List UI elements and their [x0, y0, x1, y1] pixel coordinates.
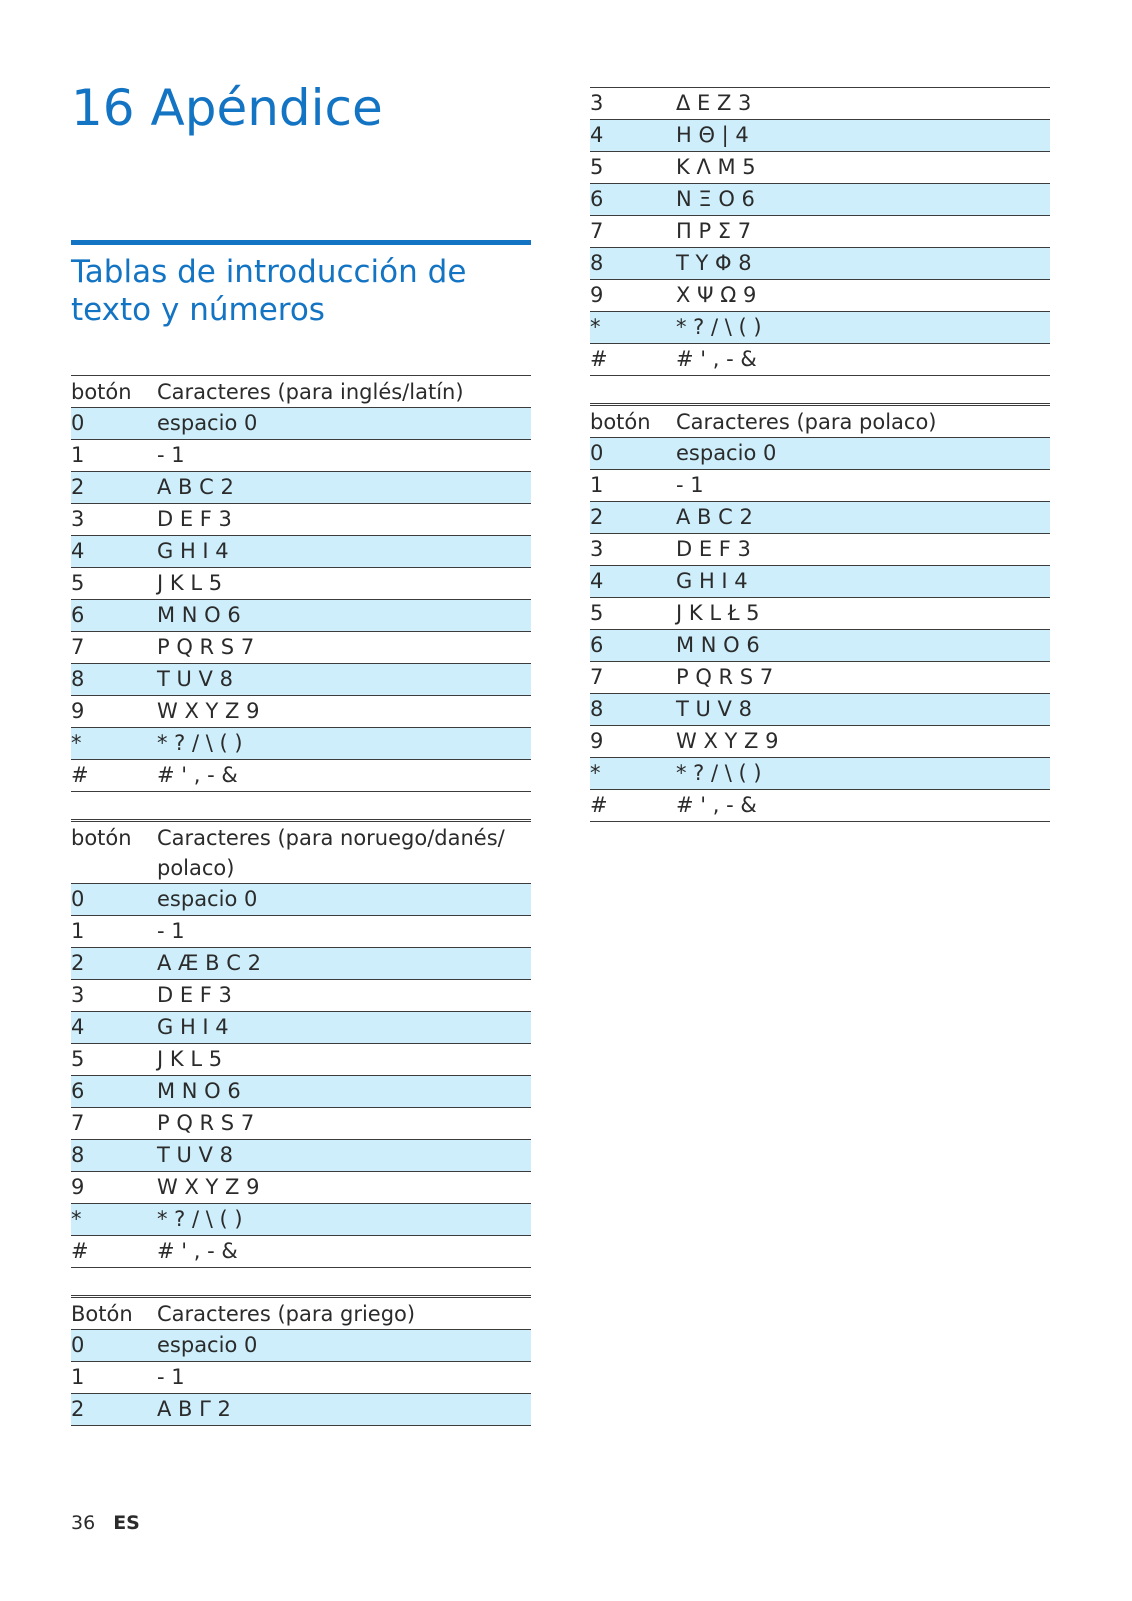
row-chars: M N O 6: [676, 633, 760, 657]
table-row: [71, 568, 531, 600]
row-key: #: [590, 793, 608, 817]
row-chars: W X Y Z 9: [676, 729, 779, 753]
table-row: [71, 728, 531, 760]
row-chars: A B Γ 2: [157, 1397, 231, 1421]
row-key: #: [71, 763, 89, 787]
table-header-row: [71, 376, 531, 408]
row-key: 0: [71, 411, 85, 435]
row-key: 2: [71, 475, 85, 499]
row-chars: # ' , - &: [157, 1239, 238, 1263]
row-key: 6: [71, 1079, 85, 1103]
table-row: [590, 248, 1050, 280]
row-key: *: [590, 315, 601, 339]
row-key: #: [71, 1239, 89, 1263]
row-key: 9: [590, 729, 604, 753]
header-key: Botón: [71, 1302, 133, 1326]
table-row: [71, 408, 531, 440]
header-val: Caracteres (para griego): [157, 1302, 416, 1326]
table-row: [71, 1204, 531, 1236]
key-table-latin: [71, 375, 531, 820]
row-key: *: [71, 731, 82, 755]
row-key: 4: [590, 123, 604, 147]
row-chars: P Q R S 7: [157, 635, 255, 659]
table-row: [71, 472, 531, 504]
header-val: Caracteres (para inglés/latín): [157, 380, 464, 404]
header-val: Caracteres (para polaco): [676, 410, 937, 434]
row-chars: N Ξ O 6: [676, 187, 755, 211]
table-row: [590, 598, 1050, 630]
row-key: 1: [71, 1365, 85, 1389]
table-row: [71, 884, 531, 916]
table-row: [71, 1394, 531, 1426]
row-chars: espacio 0: [157, 411, 258, 435]
row-chars: D E F 3: [157, 507, 232, 531]
table-row: [590, 438, 1050, 470]
row-chars: espacio 0: [157, 887, 258, 911]
key-table-greek-part2: [590, 87, 1050, 404]
row-key: 0: [590, 441, 604, 465]
row-chars: - 1: [157, 919, 185, 943]
row-key: 1: [71, 919, 85, 943]
table-row: [71, 440, 531, 472]
row-chars: J K L 5: [157, 1047, 223, 1071]
row-key: 4: [71, 539, 85, 563]
key-table-polish: [590, 405, 1050, 822]
table-row: [71, 1172, 531, 1204]
row-key: 9: [71, 699, 85, 723]
key-table-greek-part1: [71, 1297, 531, 1426]
table-row: [590, 502, 1050, 534]
table-header-row: [71, 822, 531, 884]
section-rule: [71, 240, 531, 245]
row-chars: T Y Φ 8: [676, 251, 752, 275]
row-chars: P Q R S 7: [157, 1111, 255, 1135]
table-row: [71, 664, 531, 696]
table-row: [71, 536, 531, 568]
table-row: [71, 1076, 531, 1108]
row-key: 7: [590, 665, 604, 689]
row-chars: P Q R S 7: [676, 665, 774, 689]
table-row: [590, 630, 1050, 662]
row-key: 8: [71, 667, 85, 691]
table-row: [590, 662, 1050, 694]
row-chars: * ? / \ ( ): [157, 1207, 243, 1231]
key-table-nordic: [71, 821, 531, 1296]
table-row: [590, 566, 1050, 598]
row-key: 5: [590, 601, 604, 625]
row-chars: D E F 3: [157, 983, 232, 1007]
row-chars: X Ψ Ω 9: [676, 283, 757, 307]
row-chars: * ? / \ ( ): [676, 315, 762, 339]
row-chars: T U V 8: [157, 667, 233, 691]
row-key: 7: [71, 635, 85, 659]
table-row: [590, 152, 1050, 184]
row-key: 0: [71, 887, 85, 911]
row-key: 7: [590, 219, 604, 243]
row-chars: - 1: [157, 443, 185, 467]
table-row: [71, 1362, 531, 1394]
header-key: botón: [71, 826, 132, 850]
row-chars: D E F 3: [676, 537, 751, 561]
row-key: 8: [71, 1143, 85, 1167]
row-chars: # ' , - &: [157, 763, 238, 787]
table-row: [590, 216, 1050, 248]
row-key: 4: [590, 569, 604, 593]
table-row: [590, 280, 1050, 312]
table-row: [590, 120, 1050, 152]
page-footer: [71, 1512, 140, 1534]
row-key: #: [590, 347, 608, 371]
row-chars: T U V 8: [676, 697, 752, 721]
row-key: 7: [71, 1111, 85, 1135]
row-key: 3: [590, 91, 604, 115]
row-chars: J K L 5: [157, 571, 223, 595]
row-chars: G H I 4: [157, 1015, 229, 1039]
row-chars: T U V 8: [157, 1143, 233, 1167]
row-key: 8: [590, 251, 604, 275]
table-row: [71, 1044, 531, 1076]
table-header-row: [71, 1298, 531, 1330]
table-row: [71, 948, 531, 980]
page-number: 36: [71, 1512, 96, 1534]
row-key: 1: [590, 473, 604, 497]
row-chars: W X Y Z 9: [157, 1175, 260, 1199]
row-key: 2: [71, 1397, 85, 1421]
table-row: [71, 1236, 531, 1268]
row-key: 9: [590, 283, 604, 307]
table-row: [71, 600, 531, 632]
row-chars: - 1: [157, 1365, 185, 1389]
table-row: [71, 916, 531, 948]
table-row: [71, 1140, 531, 1172]
row-key: 5: [71, 571, 85, 595]
table-spacer-row: [71, 1268, 531, 1296]
table-spacer-row: [71, 792, 531, 820]
row-key: 6: [590, 187, 604, 211]
table-row: [71, 632, 531, 664]
row-key: 3: [71, 507, 85, 531]
row-chars: espacio 0: [676, 441, 777, 465]
row-chars: Π P Σ 7: [676, 219, 752, 243]
row-key: 3: [71, 983, 85, 1007]
header-key: botón: [71, 380, 132, 404]
row-chars: A Æ B C 2: [157, 951, 261, 975]
row-key: 2: [590, 505, 604, 529]
row-key: 8: [590, 697, 604, 721]
table-row: [71, 1108, 531, 1140]
table-row: [590, 88, 1050, 120]
row-key: 2: [71, 951, 85, 975]
header-key: botón: [590, 410, 651, 434]
row-chars: G H I 4: [676, 569, 748, 593]
section-title: Tablas de introducción de texto y números: [71, 254, 467, 328]
row-chars: M N O 6: [157, 1079, 241, 1103]
row-key: 5: [71, 1047, 85, 1071]
row-key: *: [590, 761, 601, 785]
row-key: 6: [590, 633, 604, 657]
row-chars: A B C 2: [676, 505, 753, 529]
row-key: 5: [590, 155, 604, 179]
table-row: [590, 694, 1050, 726]
table-row: [71, 504, 531, 536]
table-row: [590, 534, 1050, 566]
row-chars: J K L Ł 5: [676, 601, 760, 625]
row-key: 4: [71, 1015, 85, 1039]
header-val: Caracteres (para noruego/danés/ polaco): [157, 826, 505, 880]
row-key: 3: [590, 537, 604, 561]
table-row: [590, 470, 1050, 502]
language-code: ES: [113, 1512, 140, 1534]
table-spacer-row: [590, 376, 1050, 404]
table-row: [71, 696, 531, 728]
row-chars: * ? / \ ( ): [676, 761, 762, 785]
row-key: *: [71, 1207, 82, 1231]
row-chars: M N O 6: [157, 603, 241, 627]
table-row: [590, 790, 1050, 822]
row-chars: G H I 4: [157, 539, 229, 563]
row-key: 9: [71, 1175, 85, 1199]
row-chars: # ' , - &: [676, 793, 757, 817]
row-chars: A B C 2: [157, 475, 234, 499]
row-key: 6: [71, 603, 85, 627]
table-row: [590, 312, 1050, 344]
table-row: [590, 726, 1050, 758]
row-chars: - 1: [676, 473, 704, 497]
row-chars: # ' , - &: [676, 347, 757, 371]
table-row: [71, 1330, 531, 1362]
table-row: [71, 760, 531, 792]
row-chars: W X Y Z 9: [157, 699, 260, 723]
row-key: 0: [71, 1333, 85, 1357]
table-header-row: [590, 406, 1050, 438]
table-row: [590, 758, 1050, 790]
table-row: [71, 980, 531, 1012]
table-row: [590, 184, 1050, 216]
table-row: [71, 1012, 531, 1044]
row-chars: * ? / \ ( ): [157, 731, 243, 755]
chapter-title: 16 Apéndice: [71, 79, 383, 137]
row-chars: espacio 0: [157, 1333, 258, 1357]
row-chars: K Λ M 5: [676, 155, 756, 179]
table-row: [590, 344, 1050, 376]
row-chars: Δ E Z 3: [676, 91, 752, 115]
row-key: 1: [71, 443, 85, 467]
row-chars: H Θ | 4: [676, 123, 749, 147]
